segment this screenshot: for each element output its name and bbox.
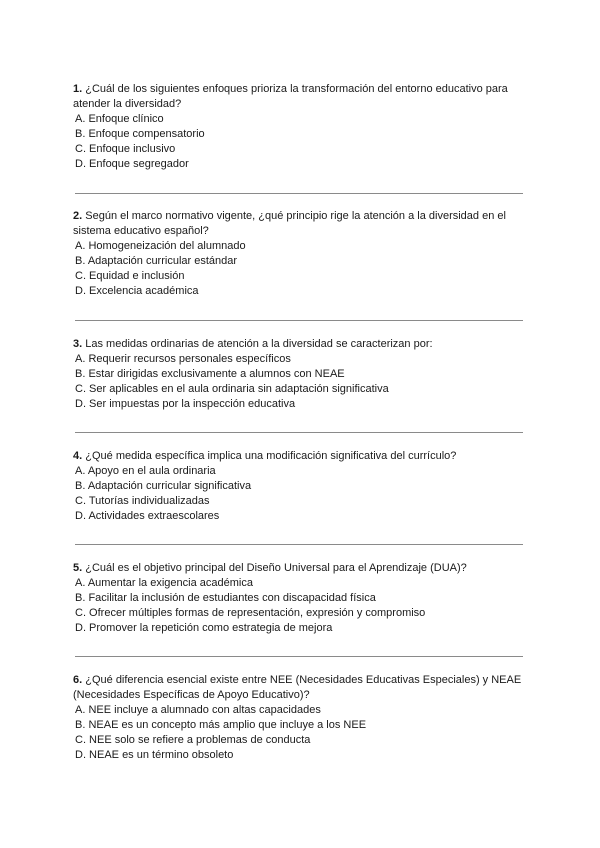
question-6-number: 6. xyxy=(73,674,83,686)
question-1-option-b: B. Enfoque compensatorio xyxy=(75,128,205,140)
question-4-stem xyxy=(73,449,525,464)
question-4-option-a: A. Apoyo en el aula ordinaria xyxy=(75,465,216,477)
question-5-option-d: D. Promover la repetición como estrategia de mejora xyxy=(75,622,333,634)
question-4-option-c: C. Tutorías individualizadas xyxy=(75,495,210,507)
question-3-option-a: A. Requerir recursos personales específicos xyxy=(75,353,291,365)
question-2-number: 2. xyxy=(73,210,83,222)
question-2-option-a: A. Homogeneización del alumnado xyxy=(75,240,246,252)
question-3-options xyxy=(73,352,525,412)
question-2-option-c: C. Equidad e inclusión xyxy=(75,270,185,282)
question-2-option-d: D. Excelencia académica xyxy=(75,285,199,297)
question-4-option-d: D. Actividades extraescolares xyxy=(75,510,220,522)
question-5-option-c: C. Ofrecer múltiples formas de representación, expresión y compromiso xyxy=(75,607,426,619)
question-6-option-b: B. NEAE es un concepto más amplio que incluye a los NEE xyxy=(75,719,367,731)
question-3 xyxy=(73,337,525,412)
divider-2 xyxy=(75,320,523,321)
question-4-number: 4. xyxy=(73,450,83,462)
question-5 xyxy=(73,561,525,636)
question-2-text: Según el marco normativo vigente, ¿qué principio rige la atención a la diversidad en el sistema educativo español? xyxy=(73,210,506,237)
question-6-options xyxy=(73,703,525,763)
question-2-option-b: B. Adaptación curricular estándar xyxy=(75,255,238,267)
question-1-text: ¿Cuál de los siguientes enfoques prioriza la transformación del entorno educativo para atender la diversidad? xyxy=(73,83,508,110)
question-3-option-c: C. Ser aplicables en el aula ordinaria sin adaptación significativa xyxy=(75,383,389,395)
question-3-option-d: D. Ser impuestas por la inspección educativa xyxy=(75,398,296,410)
question-4 xyxy=(73,449,525,524)
question-2-options xyxy=(73,239,525,299)
question-5-option-a: A. Aumentar la exigencia académica xyxy=(75,577,253,589)
divider-1 xyxy=(75,193,523,194)
question-2-stem xyxy=(73,209,525,239)
question-5-number: 5. xyxy=(73,562,83,574)
question-3-option-b: B. Estar dirigidas exclusivamente a alumnos con NEAE xyxy=(75,368,345,380)
question-6-option-c: C. NEE solo se refiere a problemas de conducta xyxy=(75,734,311,746)
question-6-stem xyxy=(73,673,525,703)
question-2 xyxy=(73,209,525,299)
question-4-options xyxy=(73,464,525,524)
question-1-options xyxy=(73,112,525,172)
question-1-option-d: D. Enfoque segregador xyxy=(75,158,189,170)
divider-4 xyxy=(75,544,523,545)
question-6-option-d: D. NEAE es un término obsoleto xyxy=(75,749,234,761)
question-3-text: Las medidas ordinarias de atención a la diversidad se caracterizan por: xyxy=(85,338,433,350)
question-1 xyxy=(73,82,525,172)
question-4-option-b: B. Adaptación curricular significativa xyxy=(75,480,252,492)
question-3-stem xyxy=(73,337,525,352)
question-6 xyxy=(73,673,525,763)
question-1-stem xyxy=(73,82,525,112)
question-6-text: ¿Qué diferencia esencial existe entre NEE (Necesidades Educativas Especiales) y NEAE (Necesidades Específicas de Apoyo Educativo)? xyxy=(73,674,522,701)
question-3-number: 3. xyxy=(73,338,83,350)
question-1-number: 1. xyxy=(73,83,83,95)
divider-3 xyxy=(75,432,523,433)
question-1-option-a: A. Enfoque clínico xyxy=(75,113,164,125)
question-6-option-a: A. NEE incluye a alumnado con altas capacidades xyxy=(75,704,321,716)
question-5-stem xyxy=(73,561,525,576)
question-5-options xyxy=(73,576,525,636)
question-5-option-b: B. Facilitar la inclusión de estudiantes con discapacidad física xyxy=(75,592,376,604)
divider-5 xyxy=(75,656,523,657)
question-4-text: ¿Qué medida específica implica una modificación significativa del currículo? xyxy=(85,450,457,462)
question-5-text: ¿Cuál es el objetivo principal del Diseño Universal para el Aprendizaje (DUA)? xyxy=(85,562,467,574)
question-1-option-c: C. Enfoque inclusivo xyxy=(75,143,176,155)
